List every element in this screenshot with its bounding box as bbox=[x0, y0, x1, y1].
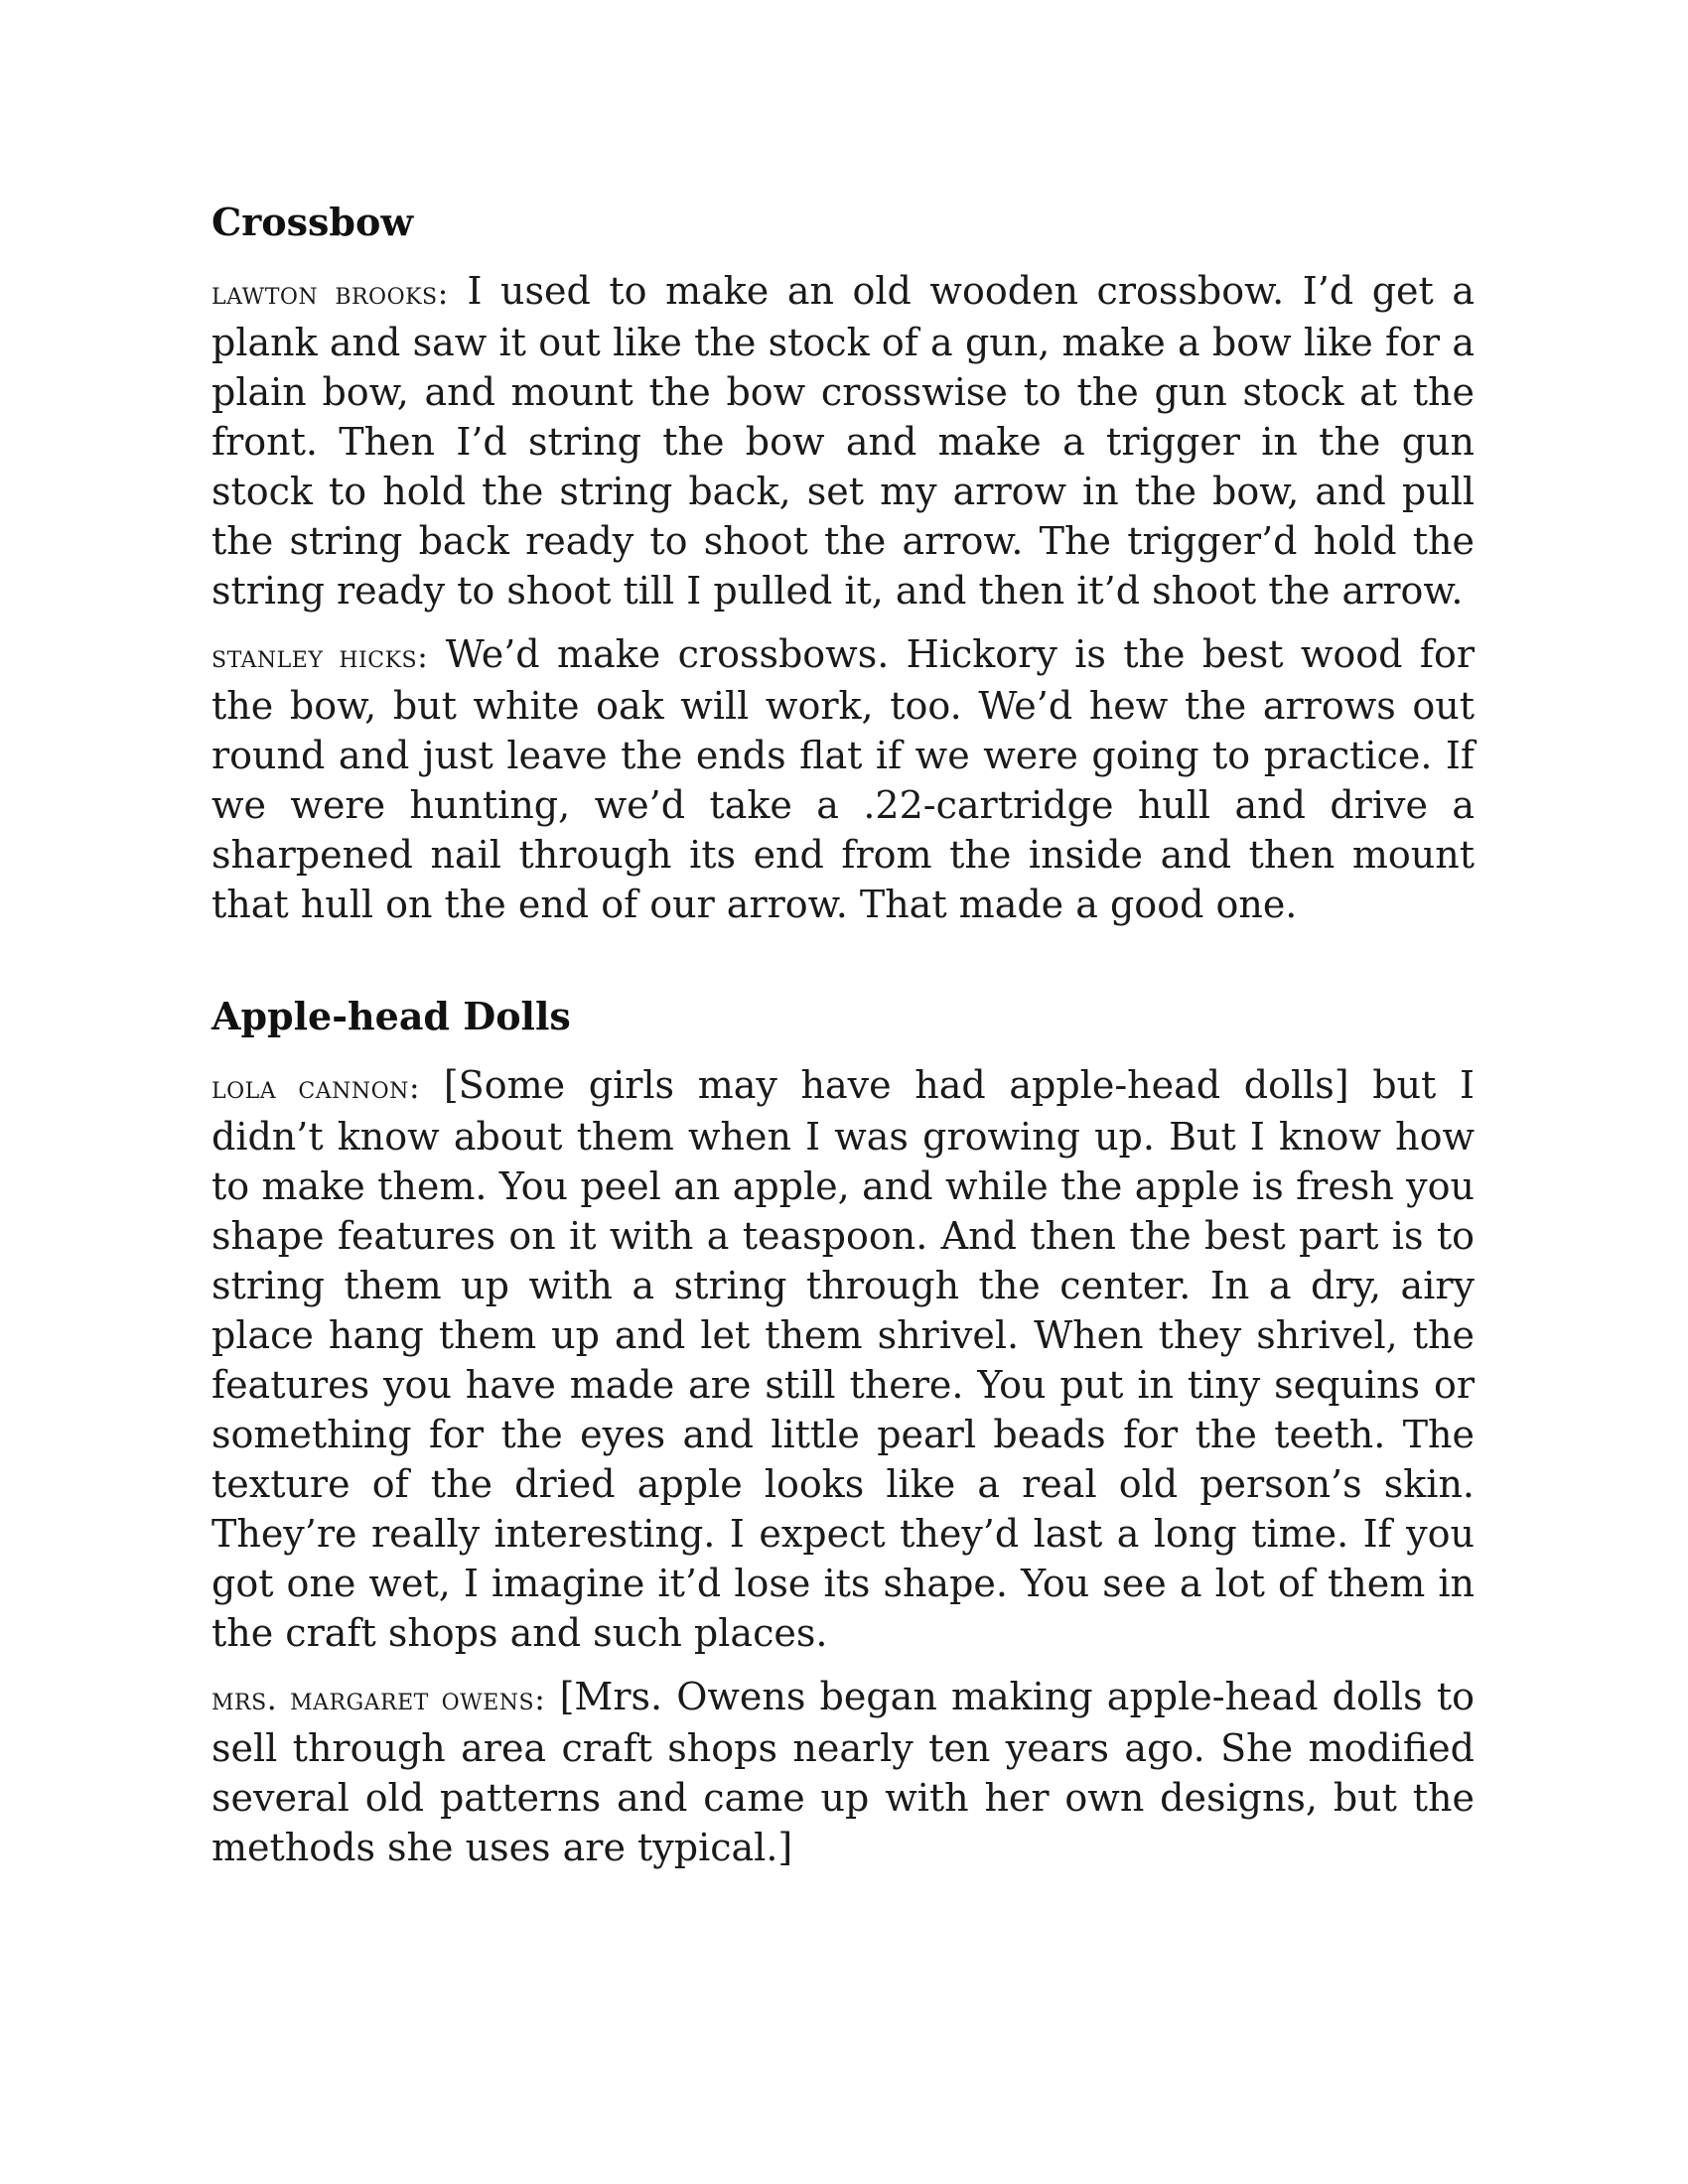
paragraph-text: [Some girls may have had apple-head dolls] but I didn’t know about them when I was growing up. But I know how to make them. You peel an apple, and while the apple is fresh you shape features on it with a teaspoon. And then the best part is to string them up with a string through the center. In a dry, airy place hang them up and let them shrivel. When they shrivel, the features you have made are still there. You put in tiny sequins or something for the eyes and little pearl beads for the teeth. The texture of the dried apple looks like a real old person’s skin. They’re really interesting. I expect they’d last a long time. If you got one wet, I imagine it’d lose its shape. You see a lot of them in the craft shops and such places. bbox=[211, 1063, 1475, 1655]
speaker-name: mrs. margaret owens: bbox=[211, 1680, 546, 1717]
paragraph-text: [Mrs. Owens began making apple-head dolls to sell through area craft shops nearly ten years ago. She modified several old patterns and came up with her own designs, but the methods she uses are typical.] bbox=[211, 1675, 1475, 1869]
document-page bbox=[211, 195, 1475, 1886]
section-heading: Crossbow bbox=[211, 200, 414, 244]
section-heading: Apple-head Dolls bbox=[211, 994, 571, 1038]
speaker-name: lawton brooks: bbox=[211, 274, 449, 312]
speaker-name: lola cannon: bbox=[211, 1068, 421, 1106]
section-crossbow bbox=[211, 195, 1475, 929]
section-apple-head-dolls bbox=[211, 989, 1475, 1872]
paragraph bbox=[211, 266, 1475, 615]
paragraph-text: I used to make an old wooden crossbow. I’d get a plank and saw it out like the stock of a gun, make a bow like for a plain bow, and mount the bow crosswise to the gun stock at the front. Then I’d string the bow and make a trigger in the gun stock to hold the string back, set my arrow in the bow, and pull the string back ready to shoot the arrow. The trigger’d hold the string ready to shoot till I pulled it, and then it’d shoot the arrow. bbox=[211, 269, 1475, 613]
speaker-name: stanley hicks: bbox=[211, 637, 429, 675]
paragraph bbox=[211, 1672, 1475, 1872]
paragraph bbox=[211, 629, 1475, 929]
paragraph bbox=[211, 1060, 1475, 1658]
paragraph-text: We’d make crossbows. Hickory is the best wood for the bow, but white oak will work, too. We’d hew the arrows out round and just leave the ends flat if we were going to practice. If we were hunting, we’d take a .22-cartridge hull and drive a sharpened nail through its end from the inside and then mount that hull on the end of our arrow. That made a good one. bbox=[211, 632, 1475, 926]
